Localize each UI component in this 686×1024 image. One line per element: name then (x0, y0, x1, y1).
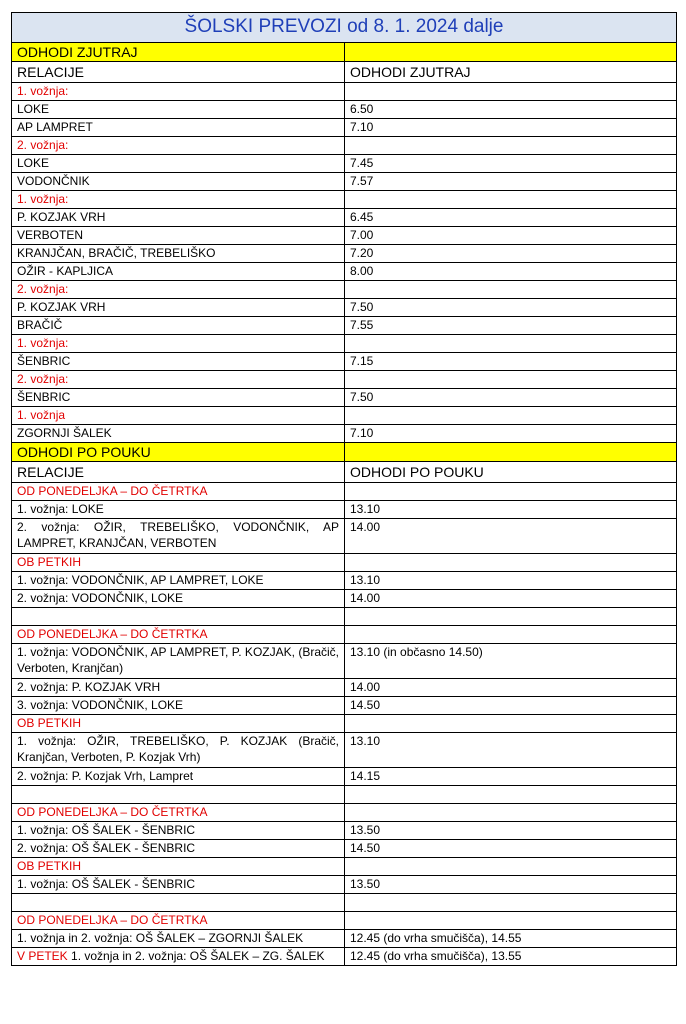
table-row (12, 590, 677, 608)
subheading-label: OB PETKIH (12, 715, 345, 733)
afternoon-column-header (12, 462, 677, 483)
subheading-label: OB PETKIH (12, 858, 345, 876)
route-cell: 2. vožnja: OŽIR, TREBELIŠKO, VODONČNIK, AP LAMPRET, KRANJČAN, VERBOTEN (12, 519, 345, 554)
empty-cell (345, 894, 677, 912)
subheading-row (12, 335, 677, 353)
departure-time: 7.57 (345, 173, 677, 191)
route-cell: VODONČNIK (12, 173, 345, 191)
subheading-row (12, 281, 677, 299)
departure-time: 7.55 (345, 317, 677, 335)
route-cell: LOKE (12, 101, 345, 119)
subheading-row (12, 407, 677, 425)
departure-time: 13.50 (345, 876, 677, 894)
route-cell: ŠENBRIC (12, 389, 345, 407)
table-row (12, 101, 677, 119)
departure-time: 14.00 (345, 590, 677, 608)
table-row (12, 768, 677, 786)
table-row (12, 353, 677, 371)
table-row (12, 173, 677, 191)
route-cell: 3. vožnja: VODONČNIK, LOKE (12, 697, 345, 715)
route-cell: ZGORNJI ŠALEK (12, 425, 345, 443)
subheading-row (12, 626, 677, 644)
subheading-label: 1. vožnja: (12, 83, 345, 101)
title-row (12, 13, 677, 43)
morning-col-odhodi: ODHODI ZJUTRAJ (345, 62, 677, 83)
empty-cell (345, 608, 677, 626)
subheading-row (12, 912, 677, 930)
subheading-label: 1. vožnja (12, 407, 345, 425)
table-row (12, 299, 677, 317)
empty-cell (345, 626, 677, 644)
empty-cell (12, 786, 345, 804)
route-cell: 1. vožnja in 2. vožnja: OŠ ŠALEK – ZGORNJI ŠALEK (12, 930, 345, 948)
route-cell: 1. vožnja: OŠ ŠALEK - ŠENBRIC (12, 822, 345, 840)
morning-col-relacije: RELACIJE (12, 62, 345, 83)
departure-time: 7.10 (345, 119, 677, 137)
departure-time: 7.00 (345, 227, 677, 245)
empty-cell (345, 137, 677, 155)
afternoon-section-label: ODHODI PO POUKU (12, 443, 345, 462)
table-row (12, 948, 677, 966)
route-cell: 2. vožnja: P. Kozjak Vrh, Lampret (12, 768, 345, 786)
table-row (12, 930, 677, 948)
departure-time: 7.15 (345, 353, 677, 371)
departure-time: 6.50 (345, 101, 677, 119)
table-row (12, 644, 677, 679)
table-row (12, 679, 677, 697)
subheading-row (12, 804, 677, 822)
table-row (12, 263, 677, 281)
departure-time: 7.20 (345, 245, 677, 263)
subheading-label: 1. vožnja: (12, 191, 345, 209)
subheading-label: OD PONEDELJKA – DO ČETRTKA (12, 912, 345, 930)
table-row (12, 840, 677, 858)
subheading-row (12, 191, 677, 209)
afternoon-col-relacije: RELACIJE (12, 462, 345, 483)
departure-time: 12.45 (do vrha smučišča), 13.55 (345, 948, 677, 966)
afternoon-col-odhodi: ODHODI PO POUKU (345, 462, 677, 483)
table-row (12, 317, 677, 335)
empty-cell (345, 335, 677, 353)
schedule-table (11, 12, 677, 966)
subheading-label: 1. vožnja: (12, 335, 345, 353)
empty-cell (345, 715, 677, 733)
page-title: ŠOLSKI PREVOZI od 8. 1. 2024 dalje (12, 13, 677, 43)
departure-time: 8.00 (345, 263, 677, 281)
spacer-row (12, 608, 677, 626)
table-row (12, 209, 677, 227)
empty-cell (12, 894, 345, 912)
route-cell: P. KOZJAK VRH (12, 299, 345, 317)
table-row (12, 697, 677, 715)
route-cell: 2. vožnja: OŠ ŠALEK - ŠENBRIC (12, 840, 345, 858)
morning-section-label: ODHODI ZJUTRAJ (12, 43, 345, 62)
subheading-row (12, 858, 677, 876)
empty-cell (345, 858, 677, 876)
table-row (12, 389, 677, 407)
departure-time: 13.10 (345, 733, 677, 768)
route-cell: 1. vožnja: OŠ ŠALEK - ŠENBRIC (12, 876, 345, 894)
empty-cell (12, 608, 345, 626)
route-cell: ŠENBRIC (12, 353, 345, 371)
table-row (12, 245, 677, 263)
subheading-label: 2. vožnja: (12, 371, 345, 389)
departure-time: 14.00 (345, 679, 677, 697)
schedule-page (11, 12, 676, 966)
route-cell (12, 948, 345, 966)
empty-cell (345, 554, 677, 572)
subheading-row (12, 554, 677, 572)
subheading-label: OD PONEDELJKA – DO ČETRTKA (12, 804, 345, 822)
empty-cell (345, 483, 677, 501)
route-cell: 1. vožnja: LOKE (12, 501, 345, 519)
afternoon-section-row (12, 443, 677, 462)
table-row (12, 519, 677, 554)
departure-time: 14.50 (345, 697, 677, 715)
table-row (12, 733, 677, 768)
table-row (12, 155, 677, 173)
subheading-label: 2. vožnja: (12, 137, 345, 155)
route-cell: 2. vožnja: VODONČNIK, LOKE (12, 590, 345, 608)
table-row (12, 822, 677, 840)
empty-cell (345, 786, 677, 804)
departure-time: 14.15 (345, 768, 677, 786)
departure-time: 7.10 (345, 425, 677, 443)
morning-section-row (12, 43, 677, 62)
route-cell: AP LAMPRET (12, 119, 345, 137)
table-row (12, 227, 677, 245)
route-cell: 1. vožnja: OŽIR, TREBELIŠKO, P. KOZJAK (Bračič, Kranjčan, Verboten, P. Kozjak Vrh) (12, 733, 345, 768)
departure-time: 12.45 (do vrha smučišča), 14.55 (345, 930, 677, 948)
table-row (12, 876, 677, 894)
empty-cell (345, 407, 677, 425)
departure-time: 6.45 (345, 209, 677, 227)
subheading-row (12, 715, 677, 733)
spacer-row (12, 786, 677, 804)
subheading-label: 2. vožnja: (12, 281, 345, 299)
route-cell: OŽIR - KAPLJICA (12, 263, 345, 281)
departure-time: 7.50 (345, 389, 677, 407)
empty-cell (345, 371, 677, 389)
empty-cell (345, 804, 677, 822)
route-cell: BRAČIČ (12, 317, 345, 335)
subheading-row (12, 137, 677, 155)
spacer-row (12, 894, 677, 912)
departure-time: 14.50 (345, 840, 677, 858)
route-cell: 2. vožnja: P. KOZJAK VRH (12, 679, 345, 697)
table-row (12, 425, 677, 443)
departure-time: 7.50 (345, 299, 677, 317)
route-cell: 1. vožnja: VODONČNIK, AP LAMPRET, LOKE (12, 572, 345, 590)
afternoon-section-empty (345, 443, 677, 462)
departure-time: 13.10 (in občasno 14.50) (345, 644, 677, 679)
route-lead-label: V PETEK (17, 949, 68, 963)
subheading-label: OD PONEDELJKA – DO ČETRTKA (12, 483, 345, 501)
empty-cell (345, 83, 677, 101)
route-cell: LOKE (12, 155, 345, 173)
empty-cell (345, 191, 677, 209)
route-cell: 1. vožnja: VODONČNIK, AP LAMPRET, P. KOZJAK, (Bračič, Verboten, Kranjčan) (12, 644, 345, 679)
departure-time: 13.10 (345, 501, 677, 519)
departure-time: 13.10 (345, 572, 677, 590)
subheading-label: OB PETKIH (12, 554, 345, 572)
subheading-row (12, 371, 677, 389)
departure-time: 14.00 (345, 519, 677, 554)
route-cell: KRANJČAN, BRAČIČ, TREBELIŠKO (12, 245, 345, 263)
morning-column-header (12, 62, 677, 83)
table-row (12, 119, 677, 137)
empty-cell (345, 912, 677, 930)
route-cell: VERBOTEN (12, 227, 345, 245)
subheading-row (12, 83, 677, 101)
subheading-label: OD PONEDELJKA – DO ČETRTKA (12, 626, 345, 644)
route-label: 1. vožnja in 2. vožnja: OŠ ŠALEK – ZG. ŠALEK (67, 949, 325, 963)
departure-time: 7.45 (345, 155, 677, 173)
route-cell: P. KOZJAK VRH (12, 209, 345, 227)
morning-section-empty (345, 43, 677, 62)
table-row (12, 572, 677, 590)
empty-cell (345, 281, 677, 299)
subheading-row (12, 483, 677, 501)
table-row (12, 501, 677, 519)
departure-time: 13.50 (345, 822, 677, 840)
